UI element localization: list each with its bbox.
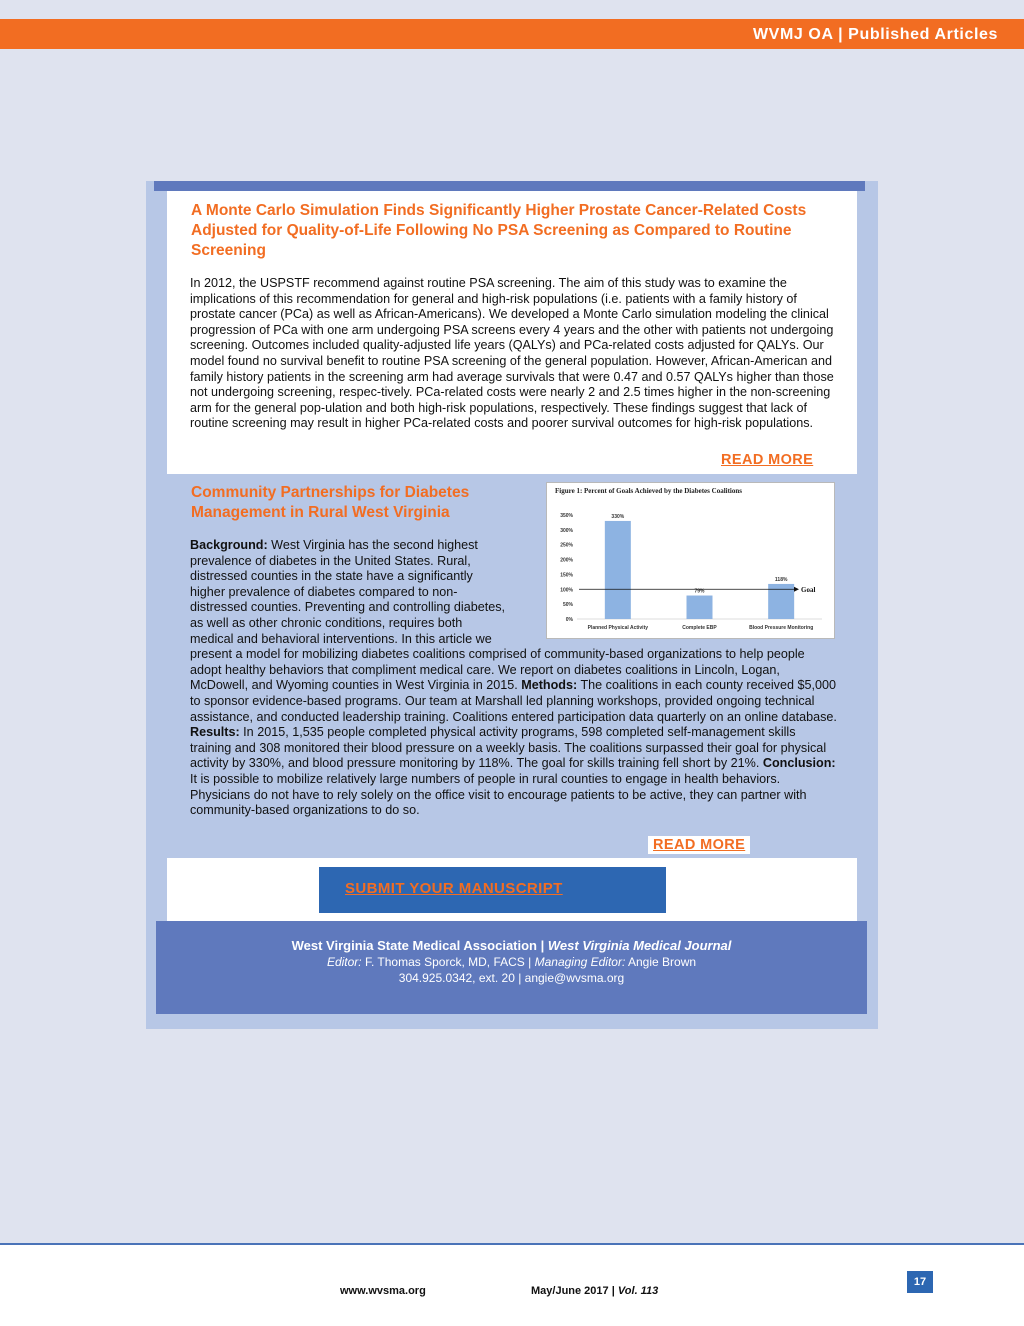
bar-1 bbox=[605, 521, 631, 619]
journal-name: West Virginia Medical Journal bbox=[547, 938, 732, 953]
frame-top-strip bbox=[154, 181, 865, 191]
y-tick-label: 300% bbox=[560, 527, 573, 534]
article1-read-more-link[interactable]: READ MORE bbox=[716, 451, 818, 469]
y-tick-label: 150% bbox=[560, 572, 573, 579]
methods-label: Methods: bbox=[521, 678, 578, 693]
contact-info: 304.925.0342, ext. 20 | angie@wvsma.org bbox=[398, 971, 625, 985]
managing-editor-label: Managing Editor: bbox=[534, 955, 626, 969]
y-tick-label: 250% bbox=[560, 542, 573, 549]
conclusion-label: Conclusion: bbox=[762, 756, 836, 771]
y-tick-label: 100% bbox=[560, 587, 573, 594]
article1-body bbox=[190, 276, 838, 432]
conclusion-text: It is possible to mobilize relatively large numbers of people in rural counties to engage in health behaviors. Physicians do not have to rely solely on the office visit to encourage patients to be active, they can partner with community-based organizations to do so. bbox=[190, 771, 807, 818]
page-number: 17 bbox=[907, 1271, 933, 1293]
journal-footer-text bbox=[156, 938, 867, 986]
results-text: In 2015, 1,535 people completed physical activity programs, 598 completed self-management skills training and 308 monitored their blood pressure on a weekly basis. The coalitions surpassed their goal for physical activity by 330%, and blood pressure monitoring by 118%. The goal for skills training fell short by 21%. bbox=[190, 725, 827, 771]
editor-label: Editor: bbox=[326, 955, 362, 969]
submit-manuscript-label: SUBMIT YOUR MANUSCRIPT bbox=[345, 880, 563, 897]
footer-rule bbox=[0, 1243, 1024, 1245]
results-label: Results: bbox=[190, 725, 240, 740]
methods-text: The coalitions in each county received $5,000 to sponsor evidence-based programs. Our team at Marshall led planning workshops, provided ongoing technical assistance, and conducted leadership training. Coalitions entered participation data quarterly on an online database. bbox=[190, 678, 837, 724]
y-tick-label: 0% bbox=[565, 617, 573, 623]
background-label: Background: bbox=[190, 538, 268, 552]
article1-abstract: In 2012, the USPSTF recommend against routine PSA screening. The aim of this study was to examine the implications of this recommendation for general and high-risk populations (i.e. patients with a family history of prostate cancer (PCa) as well as African-Americans). We developed a Monte Carlo simulation modeling the clinical progression of PCa with one arm undergoing PSA screens every 4 years and the other with patients not undergoing screening. Outcomes included quality-adjusted life years (QALYs) and PCa-related costs adjusted for QALYs. Our model found no survival benefit to routine PSA screening of the general population. However, African-American and family history patients in the screening arm had average survivals that were 0.47 and 0.57 QALYs higher than those not undergoing screening, respec-tively. PCa-related costs were nearly 2 and 2.5 times higher in the non-screening arm for the general pop-ulation and both high-risk populations, respectively. These findings suggest that lack of routine screening may result in higher PCa-related costs and poorer survival outcomes for high-risk populations. bbox=[190, 276, 834, 431]
bar-value-label: 330% bbox=[611, 513, 625, 520]
article2-title: Community Partnerships for Diabetes Management in Rural West Virginia bbox=[191, 484, 470, 521]
goals-chart-svg bbox=[547, 483, 834, 638]
goal-arrowhead bbox=[794, 587, 799, 592]
bar-2 bbox=[687, 596, 713, 619]
bar-value-label: 79% bbox=[694, 588, 705, 595]
managing-editor-name: Angie Brown bbox=[625, 955, 697, 969]
issue-date: May/June 2017 | bbox=[531, 1285, 618, 1297]
y-tick-label: 350% bbox=[560, 513, 573, 519]
chart-title: Figure 1: Percent of Goals Achieved by the Diabetes Coalitions bbox=[555, 487, 742, 495]
header-bar bbox=[0, 19, 1024, 49]
bar-value-label: 118% bbox=[774, 576, 788, 583]
y-tick-label: 50% bbox=[562, 602, 573, 609]
article1-title: A Monte Carlo Simulation Finds Significantly Higher Prostate Cancer-Related Costs Adjusted for Quality-of-Life Following No PSA Screening as Compared to Routine Screening bbox=[191, 202, 807, 259]
issue-info bbox=[531, 1285, 658, 1297]
website-link[interactable]: www.wvsma.org bbox=[340, 1285, 426, 1297]
x-tick-label: Complete EBP bbox=[682, 625, 717, 631]
submit-manuscript-button[interactable] bbox=[319, 867, 666, 913]
goal-label: Goal bbox=[801, 585, 816, 594]
background-text: West Virginia has the second highest prevalence of diabetes in the United States. Rural, distressed counties in the state have a significantly higher prevalence of diabetes compared to non-distressed counties. Preventing and controlling diabetes, as well as other chronic conditions, requires both medical and behavioral interventions. In this article we present a model for mobilizing diabetes coalitions comprised of community-based organizations to help people adopt healthy behaviors that compliment medical care. We report on diabetes coalitions in Lincoln, Logan, McDowell, and Wyoming counties in West Virginia in 2015. bbox=[190, 538, 805, 693]
goals-chart bbox=[546, 482, 835, 639]
header-title: WVMJ OA | Published Articles bbox=[752, 26, 998, 43]
volume: Vol. 113 bbox=[617, 1285, 659, 1297]
org-separator: | bbox=[537, 938, 548, 953]
editor-name: F. Thomas Sporck, MD, FACS | bbox=[361, 955, 535, 969]
y-tick-label: 200% bbox=[560, 557, 573, 564]
x-tick-label: Planned Physical Activity bbox=[587, 625, 649, 631]
x-tick-label: Blood Pressure Monitoring bbox=[749, 625, 814, 631]
article2-read-more-link[interactable]: READ MORE bbox=[648, 836, 750, 854]
org-name: West Virginia State Medical Association bbox=[291, 938, 537, 953]
